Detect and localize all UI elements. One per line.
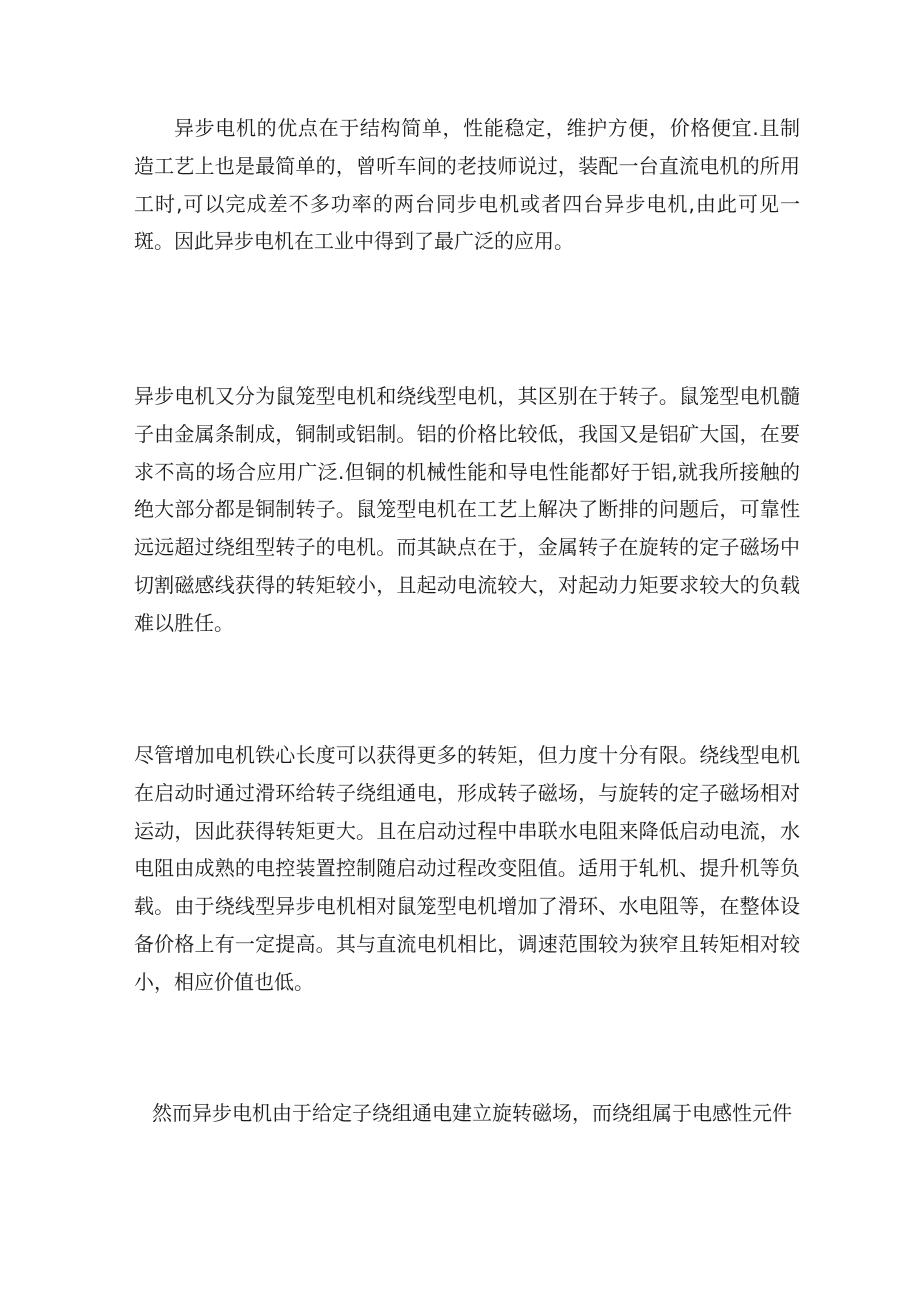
- paragraph-stator-winding: 然而异步电机由于给定子绕组通电建立旋转磁场，而绕组属于电感性元件: [152, 1101, 792, 1125]
- paragraph-rotor-types: 异步电机又分为鼠笼型电机和绕线型电机，其区别在于转子。鼠笼型电机髓子由金属条制成，铜制或铝制。铝的价格比较低，我国又是铝矿大国，在要求不高的场合应用广泛.但铜的机械性能和导电性能都好于铝,就我所接触的绝大部分都是铜制转子。鼠笼型电机在工艺上解决了断排的问题后，可靠性远远超过绕组型转子的电机。而其缺点在于，金属转子在旋转的定子磁场中切割磁感线获得的转矩较小，且起动电流较大，对起动力矩要求较大的负载难以胜任。: [134, 384, 800, 635]
- paragraph-wound-rotor: 尽管增加电机铁心长度可以获得更多的转矩，但力度十分有限。绕线型电机在启动时通过滑环给转子绕组通电，形成转子磁场，与旋转的定子磁场相对运动，因此获得转矩更大。且在启动过程中串联水电阻来降低启动电流，水电阻由成熟的电控装置控制随启动过程改变阻值。适用于轧机、提升机等负载。由于绕线型异步电机相对鼠笼型电机增加了滑环、水电阻等，在整体设备价格上有一定提高。其与直流电机相比，调速范围较为狭窄且转矩相对较小，相应价值也低。: [134, 743, 800, 994]
- paragraph-advantages: 异步电机的优点在于结构简单，性能稳定，维护方便，价格便宜.且制造工艺上也是最简单的，曾听车间的老技师说过，装配一台直流电机的所用工时,可以完成差不多功率的两台同步电机或者四台异步电机,由此可见一斑。因此异步电机在工业中得到了最广泛的应用。: [134, 116, 800, 254]
